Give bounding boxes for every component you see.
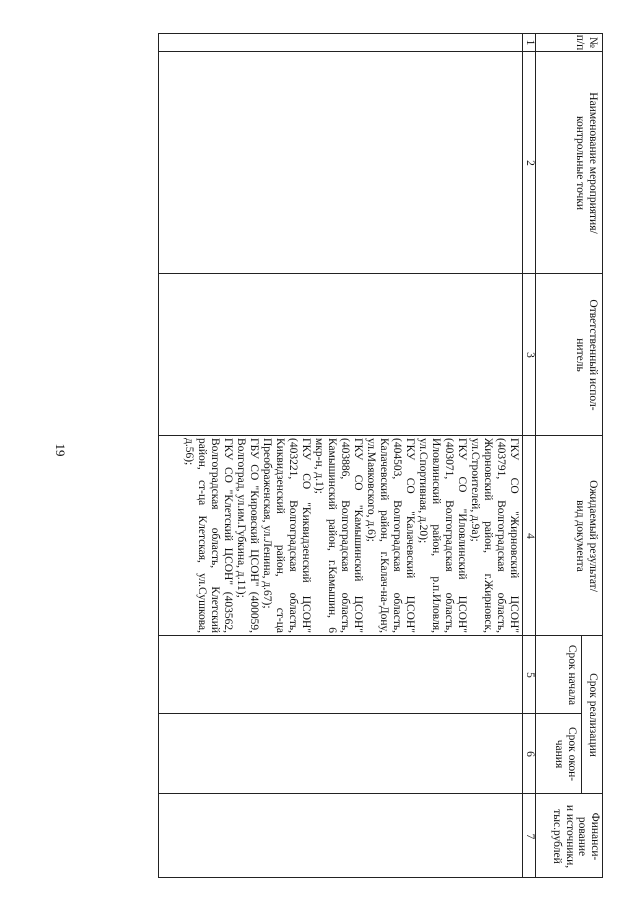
col-number: 4 bbox=[524, 533, 536, 539]
col-divider bbox=[158, 713, 582, 714]
col-number: 7 bbox=[524, 833, 536, 840]
col-divider bbox=[158, 435, 603, 436]
col-divider bbox=[158, 273, 603, 274]
header-end: Срок окон- чания bbox=[553, 726, 578, 782]
header-start: Срок начала bbox=[566, 644, 578, 706]
result-text: ГКУ СО "Жирновский ЦСОН" (403791, Волгоградская область, Жирновский район, г.Жирновск, ул.Строителей, д.9а); ГКУ СО "Иловлинский ЦСОН" (403071, Волгоградская область, Иловлинский район, р.п.Иловля, ул.Спортивная, д.20); ГКУ СО "Калачевский ЦСОН" (404503, Волгоградская область, Калачевский район, г.Калач-на-Дону, ул.Маяковского, д.6); ГКУ СО "Камышинский ЦСОН" (403886, Волгоградская область, Камышинский район, г.Камышин, 6 мкр-н, д.1); ГКУ СО "Киквидзенский ЦСОН" (403221, Волгоградская область, Киквидзенский район, ст-ца Преображенская, ул.Ленина, д.67); ГБУ СО "Кировский ЦСОН" (400059, Волгоград, ул.им.Губкина, д.11); ГКУ СО "Клетский ЦСОН" (403562, Волгоградская область, Клетский район, ст-ца Клетская, ул.Сушкова, д.56); bbox=[183, 438, 520, 633]
col-number: 2 bbox=[524, 160, 536, 166]
row-divider bbox=[581, 635, 582, 793]
col-divider bbox=[158, 51, 603, 52]
col-number: 1 bbox=[524, 39, 536, 46]
col-number: 5 bbox=[524, 672, 536, 678]
col-number: 3 bbox=[524, 352, 536, 358]
header-responsible: Ответственный испол- нитель bbox=[574, 299, 599, 411]
col-divider bbox=[158, 793, 603, 794]
col-divider bbox=[158, 635, 603, 636]
header-num: № п/п bbox=[574, 34, 599, 51]
header-finance: Финанси- рование и источники, тыс.рублей bbox=[551, 804, 601, 869]
col-number: 6 bbox=[524, 751, 536, 757]
rotated-table bbox=[158, 33, 603, 878]
header-name: Наименование мероприятия/ контрольные точки bbox=[574, 92, 599, 234]
page-number: 19 bbox=[53, 443, 68, 457]
header-result: Ожидаемый результат/ вид документа bbox=[574, 480, 599, 592]
header-term-group: Срок реализации bbox=[587, 673, 599, 757]
